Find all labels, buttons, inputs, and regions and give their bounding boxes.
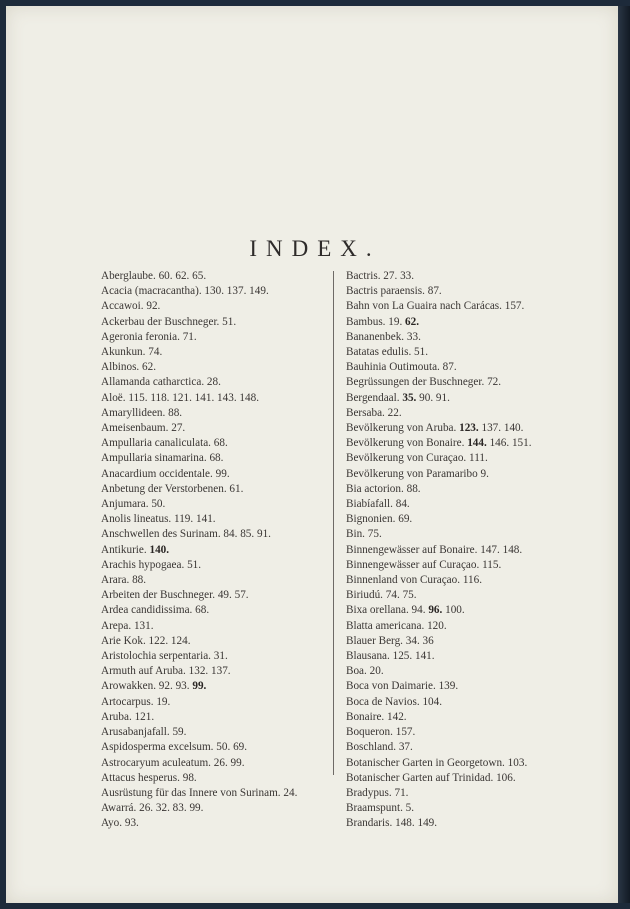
index-entry [101, 406, 331, 421]
page-reference: 93. [175, 680, 190, 693]
index-term: Arowakken. [101, 680, 156, 693]
index-entry [101, 740, 331, 755]
page-reference: 151. [511, 437, 532, 450]
index-term: Binnengewässer auf Bonaire. [346, 543, 478, 556]
page-reference: 121. [172, 391, 192, 404]
index-entry [101, 710, 331, 725]
page-reference: 115. [482, 558, 502, 571]
index-entry [101, 679, 331, 694]
index-term: Begrüssungen der Buschneger. [346, 376, 485, 389]
page-reference: 122. [148, 634, 169, 647]
index-entry [346, 801, 616, 816]
index-term: Braamspunt. [346, 802, 403, 815]
page-reference: 74. [148, 346, 163, 359]
page-reference: 88. [406, 482, 421, 495]
page-reference: 33. [406, 330, 421, 343]
page-reference: 83. [172, 802, 187, 815]
index-entry [346, 603, 616, 618]
page-reference: 34. [405, 634, 420, 647]
page-reference: 131. [133, 619, 154, 632]
index-term: Bevölkerung von Aruba. [346, 422, 457, 435]
page-reference: 62. [142, 361, 157, 374]
index-term: Ausrüstung für das Innere von Surinam. [101, 786, 281, 799]
index-term: Ardea candidissima. [101, 604, 193, 617]
index-term: Attacus hesperus. [101, 771, 180, 784]
index-term: Binnengewässer auf Curaçao. [346, 558, 480, 571]
index-term: Boqueron. [346, 726, 393, 739]
index-entry [346, 391, 616, 406]
index-entry [101, 284, 331, 299]
page-reference: 121. [134, 710, 155, 723]
page-reference: 87. [442, 361, 457, 374]
page-reference: 68. [213, 437, 228, 450]
index-term: Arachis hypogaea. [101, 558, 185, 571]
index-term: Botanischer Garten auf Trinidad. [346, 771, 494, 784]
page-reference: 144. [467, 437, 487, 450]
index-entry [346, 497, 616, 512]
index-entry [101, 527, 331, 542]
index-entry [346, 345, 616, 360]
index-term: Anbetung der Verstorbenen. [101, 482, 227, 495]
index-entry [346, 467, 616, 482]
index-entry [346, 558, 616, 573]
page-reference: 62. [175, 270, 190, 282]
page-reference: 36 [422, 634, 434, 647]
page-reference: 71. [394, 786, 409, 799]
index-entry [101, 299, 331, 314]
index-term: Arusabanjafall. [101, 726, 170, 739]
index-term: Binnenland von Curaçao. [346, 574, 461, 587]
page-reference: 71. [182, 330, 197, 343]
page-reference: 148. [239, 391, 259, 404]
index-term: Arepa. [101, 619, 132, 632]
index-entry [101, 695, 331, 710]
index-term: Anschwellen des Surinam. [101, 528, 221, 541]
page-reference: 141. [414, 650, 435, 663]
index-term: Brandaris. [346, 817, 393, 830]
index-term: Anjumara. [101, 498, 149, 511]
index-column-right [346, 269, 616, 832]
index-entry [101, 573, 331, 588]
index-column-left [101, 269, 331, 832]
page-reference: 65. [192, 270, 207, 282]
page-reference: 9. [480, 467, 489, 480]
index-entry [346, 527, 616, 542]
index-entry [101, 512, 331, 527]
index-term: Albinos. [101, 361, 140, 374]
page-reference: 140. [503, 422, 524, 435]
page-reference: 148. [502, 543, 523, 556]
index-term: Bevölkerung von Curaçao. [346, 452, 467, 465]
index-term: Biabíafall. [346, 498, 393, 511]
index-entry [346, 588, 616, 603]
page-reference: 116. [462, 574, 482, 587]
index-term: Amaryllideen. [101, 406, 166, 419]
index-term: Ampullaria canaliculata. [101, 437, 211, 450]
page-reference: 27. [383, 270, 398, 282]
page-reference: 75. [402, 589, 417, 602]
index-term: Bin. [346, 528, 365, 541]
column-divider [333, 271, 334, 775]
index-entry [346, 756, 616, 771]
page-reference: 99. [230, 756, 245, 769]
page-reference: 19. [388, 315, 403, 328]
index-term: Anacardium occidentale. [101, 467, 213, 480]
page-reference: 100. [445, 604, 465, 617]
page-reference: 62. [405, 315, 420, 328]
index-term: Awarrá. [101, 802, 137, 815]
page-reference: 124. [170, 634, 191, 647]
index-term: Blausana. [346, 650, 390, 663]
index-entry [101, 649, 331, 664]
page-reference: 146. [489, 437, 510, 450]
index-entry [346, 740, 616, 755]
index-term: Boschland. [346, 741, 397, 754]
index-entry [346, 406, 616, 421]
page-reference: 24. [283, 786, 298, 799]
page-reference: 26. [139, 802, 154, 815]
index-entry [346, 725, 616, 740]
page-reference: 115. [128, 391, 148, 404]
page-reference: 99. [192, 680, 207, 693]
index-term: Blauer Berg. [346, 634, 403, 647]
page-reference: 28. [206, 376, 221, 389]
index-entry [346, 315, 616, 330]
page-reference: 26. [213, 756, 228, 769]
page-reference: 69. [233, 741, 248, 754]
index-entry [101, 391, 331, 406]
page-title: INDEX. [249, 236, 381, 261]
index-entry [346, 710, 616, 725]
page-reference: 85. [240, 528, 255, 541]
page-reference: 103. [507, 756, 528, 769]
page-reference: 139. [438, 680, 459, 693]
page-reference: 69. [398, 513, 413, 526]
index-term: Aristolochia serpentaria. [101, 650, 211, 663]
index-entry [101, 330, 331, 345]
page-reference: 157. [504, 300, 525, 313]
page-reference: 57. [234, 589, 249, 602]
page-reference: 118. [150, 391, 170, 404]
page-reference: 137. [211, 665, 231, 678]
index-term: Batatas edulis. [346, 346, 412, 359]
index-entry [346, 284, 616, 299]
index-entry [346, 664, 616, 679]
page-reference: 106. [496, 771, 516, 784]
page-reference: 96. [428, 604, 443, 617]
index-term: Ameisenbaum. [101, 422, 169, 435]
index-term: Ampullaria sinamarina. [101, 452, 207, 465]
index-term: Bersaba. [346, 406, 385, 419]
index-entry [101, 786, 331, 801]
index-term: Antikurie. [101, 543, 147, 556]
index-entry [346, 543, 616, 558]
index-term: Blatta americana. [346, 619, 425, 632]
page-reference: 20. [369, 665, 384, 678]
page-reference: 92. [146, 300, 161, 313]
index-entry [101, 619, 331, 634]
page-reference: 51. [222, 315, 237, 328]
index-term: Acacia (macracantha). [101, 285, 202, 298]
index-entry [101, 497, 331, 512]
page-reference: 51. [187, 558, 202, 571]
index-term: Bevölkerung von Paramaribo [346, 467, 478, 480]
index-entry [346, 771, 616, 786]
page-reference: 98. [182, 771, 197, 784]
page-reference: 111. [469, 452, 488, 465]
page-reference: 32. [155, 802, 170, 815]
page-reference: 140. [149, 543, 170, 556]
page-reference: 84. [223, 528, 238, 541]
index-term: Bactris. [346, 270, 381, 282]
index-term: Aruba. [101, 710, 132, 723]
index-term: Armuth auf Aruba. [101, 665, 186, 678]
page-reference: 93. [124, 817, 139, 830]
page-reference: 37. [398, 741, 413, 754]
index-entry [101, 375, 331, 390]
page-reference: 87. [427, 285, 442, 298]
index-entry [101, 543, 331, 558]
index-term: Arbeiten der Buschneger. [101, 589, 216, 602]
page-reference: 132. [188, 665, 209, 678]
index-entry [101, 269, 331, 284]
index-entry [101, 360, 331, 375]
index-entry [346, 482, 616, 497]
page-reference: 141. [194, 391, 215, 404]
page-reference: 91. [256, 528, 271, 541]
index-entry [346, 649, 616, 664]
page-reference: 141. [196, 513, 216, 526]
index-entry [101, 756, 331, 771]
index-entry [101, 345, 331, 360]
page-reference: 143. [217, 391, 237, 404]
page-reference: 142. [387, 710, 407, 723]
page-reference: 50. [151, 498, 166, 511]
page-reference: 94. [411, 604, 426, 617]
page-reference: 137. [226, 285, 247, 298]
page-reference: 84. [395, 498, 410, 511]
index-term: Boca von Daimarie. [346, 680, 436, 693]
index-entry [101, 315, 331, 330]
page-reference: 88. [132, 574, 147, 587]
page-reference: 92. [158, 680, 173, 693]
index-term: Boa. [346, 665, 367, 678]
index-term: Biriudú. [346, 589, 383, 602]
index-entry [346, 619, 616, 634]
index-term: Allamanda catharctica. [101, 376, 205, 389]
index-entry [101, 725, 331, 740]
index-term: Accawoi. [101, 300, 144, 313]
index-term: Aberglaube. [101, 270, 156, 282]
index-entry [346, 436, 616, 451]
index-entry [101, 634, 331, 649]
page-reference: 137. [481, 422, 502, 435]
index-entry [346, 786, 616, 801]
index-entry [346, 573, 616, 588]
page-reference: 123. [459, 422, 479, 435]
index-entry [101, 421, 331, 436]
page-reference: 104. [422, 695, 443, 708]
page-reference: 149. [417, 817, 438, 830]
index-entry [101, 801, 331, 816]
index-term: Arara. [101, 574, 130, 587]
index-term: Aloë. [101, 391, 126, 404]
page-reference: 157. [395, 726, 416, 739]
page-reference: 119. [174, 513, 194, 526]
page-reference: 74. [385, 589, 400, 602]
page-reference: 68. [195, 604, 210, 617]
index-entry [346, 269, 616, 284]
page-reference: 31. [213, 650, 228, 663]
index-entry [346, 695, 616, 710]
page-reference: 68. [209, 452, 224, 465]
index-entry [101, 664, 331, 679]
page-reference: 91. [435, 391, 450, 404]
index-term: Bambus. [346, 315, 386, 328]
page-reference: 49. [217, 589, 232, 602]
index-entry [346, 451, 616, 466]
index-entry [101, 816, 331, 831]
page-reference: 149. [249, 285, 269, 298]
index-term: Ackerbau der Buschneger. [101, 315, 220, 328]
page-edge-shadow [618, 6, 630, 903]
index-entry [101, 603, 331, 618]
index-entry [346, 421, 616, 436]
page-reference: 99. [189, 802, 204, 815]
index-term: Aspidosperma excelsum. [101, 741, 214, 754]
index-term: Arie Kok. [101, 634, 146, 647]
index-entry [101, 451, 331, 466]
index-entry [101, 588, 331, 603]
index-term: Bevölkerung von Bonaire. [346, 437, 465, 450]
index-entry [346, 634, 616, 649]
page-reference: 75. [367, 528, 382, 541]
index-term: Bonaire. [346, 710, 385, 723]
index-term: Ageronia feronia. [101, 330, 180, 343]
page-reference: 22. [387, 406, 402, 419]
page-reference: 59. [172, 726, 187, 739]
page-reference: 147. [480, 543, 500, 556]
index-entry [346, 679, 616, 694]
page-reference: 130. [204, 285, 224, 298]
index-term: Bignonien. [346, 513, 396, 526]
page-reference: 72. [487, 376, 502, 389]
index-term: Akunkun. [101, 346, 146, 359]
index-term: Anolis lineatus. [101, 513, 172, 526]
index-term: Bauhinia Outimouta. [346, 361, 440, 374]
page-reference: 90. [419, 391, 434, 404]
index-entry [101, 482, 331, 497]
page-reference: 60. [158, 270, 173, 282]
index-entry [346, 512, 616, 527]
page-reference: 19. [156, 695, 171, 708]
index-entry [101, 771, 331, 786]
index-entry [346, 299, 616, 314]
index-term: Bananenbek. [346, 330, 405, 343]
index-term: Bergendaal. [346, 391, 400, 404]
index-entry [101, 558, 331, 573]
index-term: Boca de Navios. [346, 695, 420, 708]
index-entry [346, 330, 616, 345]
index-term: Bia actorion. [346, 482, 404, 495]
index-entry [346, 375, 616, 390]
page-reference: 148. [395, 817, 415, 830]
index-term: Bradypus. [346, 786, 392, 799]
page-reference: 88. [168, 406, 183, 419]
page-reference: 125. [392, 650, 413, 663]
index-term: Botanischer Garten in Georgetown. [346, 756, 505, 769]
page-reference: 99. [215, 467, 230, 480]
page-reference: 50. [216, 741, 231, 754]
index-term: Artocarpus. [101, 695, 154, 708]
page-reference: 33. [400, 270, 415, 282]
index-entry [346, 360, 616, 375]
index-term: Ayo. [101, 817, 123, 830]
page-reference: 35. [402, 391, 417, 404]
page-reference: 61. [229, 482, 244, 495]
index-term: Bactris paraensis. [346, 285, 425, 298]
index-term: Bixa orellana. [346, 604, 409, 617]
index-term: Astrocaryum aculeatum. [101, 756, 211, 769]
page-reference: 120. [427, 619, 447, 632]
index-entry [346, 816, 616, 831]
page-reference: 5. [405, 802, 415, 815]
page-reference: 51. [414, 346, 429, 359]
page-reference: 27. [171, 422, 186, 435]
index-entry [101, 467, 331, 482]
index-entry [101, 436, 331, 451]
index-term: Bahn von La Guaira nach Carácas. [346, 300, 502, 313]
